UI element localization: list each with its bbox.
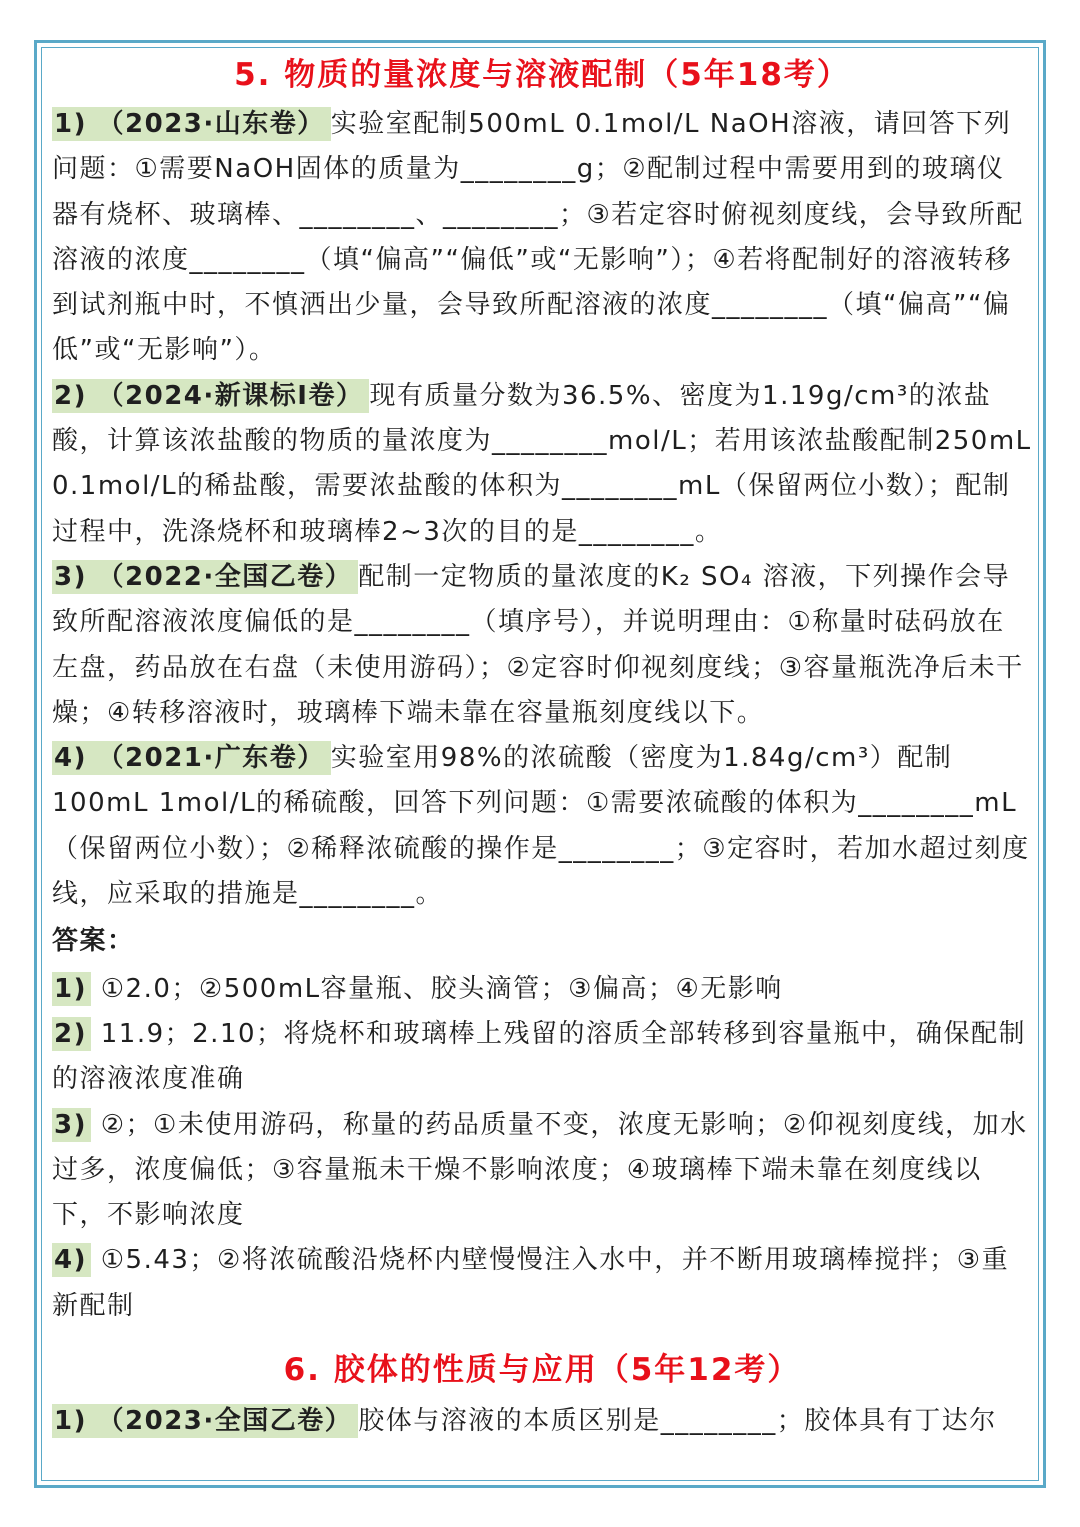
answer-number: 2) [52,1017,91,1051]
question-6-1 [52,1399,1032,1444]
question-5-4 [52,736,1032,917]
answer-text: ①5.43；②将浓硫酸沿烧杯内壁慢慢注入水中，并不断用玻璃棒搅拌；③重新配制 [52,1245,1010,1321]
question-text: 现有质量分数为36.5%、密度为1.19g/cm³的浓盐酸，计算该浓盐酸的物质的量浓度为________mol/L；若用该浓盐酸配制250mL 0.1mol/L的稀盐酸，需要浓盐酸的体积为________mL（保留两位小数）；配制过程中，洗涤烧杯和玻璃棒2~3次的目的是________。 [52,380,1032,547]
answer-text: ②；①未使用游码，称量的药品质量不变，浓度无影响；②仰视刻度线，加水过多，浓度偏低；③容量瓶未干燥不影响浓度；④玻璃棒下端未靠在刻度线以下，不影响浓度 [52,1109,1028,1231]
answer-2 [52,1012,1032,1103]
answer-3 [52,1103,1032,1239]
question-tag: 4) （2021·广东卷） [52,741,331,775]
question-5-3 [52,555,1032,736]
answer-4 [52,1238,1032,1329]
answer-title: 答案： [52,926,135,957]
answer-text: 11.9；2.10；将烧杯和玻璃棒上残留的溶质全部转移到容量瓶中，确保配制的溶液浓度准确 [52,1018,1027,1095]
question-5-2 [52,374,1032,555]
answer-text: ①2.0；②500mL容量瓶、胶头滴管；③偏高；④无影响 [90,973,783,1004]
question-tag: 3) （2022·全国乙卷） [52,560,358,594]
question-5-1 [52,102,1032,374]
question-text: 配制一定物质的量浓度的K₂ SO₄ 溶液，下列操作会导致所配溶液浓度偏低的是________（填序号），并说明理由：①称量时砝码放在左盘，药品放在右盘（未使用游码）；②定容时仰视刻度线；③容量瓶洗净后未干燥；④转移溶液时，玻璃棒下端未靠在容量瓶刻度线以下。 [52,561,1024,728]
question-text: 实验室用98%的浓硫酸（密度为1.84g/cm³）配制100mL 1mol/L的稀硫酸，回答下列问题：①需要浓硫酸的体积为________mL（保留两位小数）；②稀释浓硫酸的操作是________；③定容时，若加水超过刻度线，应采取的措施是________。 [52,743,1030,910]
answer-number: 3) [52,1108,91,1142]
question-text: 胶体与溶液的本质区别是________；胶体具有丁达尔 [358,1406,997,1437]
answer-1 [52,967,1032,1012]
question-tag: 1) （2023·山东卷） [52,107,331,141]
document-body [52,50,1032,1444]
question-text: 实验室配制500mL 0.1mol/L NaOH溶液，请回答下列问题：①需要NaOH固体的质量为________g；②配制过程中需要用到的玻璃仪器有烧杯、玻璃棒、________、________；③若定容时俯视刻度线，会导致所配溶液的浓度________（填“偏高”“偏低”或“无影响”）；④若将配制好的溶液转移到试剂瓶中时，不慎洒出少量，会导致所配溶液的浓度________（填“偏高”“偏低”或“无影响”）。 [52,109,1024,366]
question-tag: 2) （2024·新课标Ⅰ卷） [52,379,369,413]
section-6-heading: 6. 胶体的性质与应用（5年12考） [283,1352,801,1389]
answer-number: 4) [52,1243,91,1277]
question-tag: 1) （2023·全国乙卷） [52,1404,358,1438]
section-5-heading: 5. 物质的量浓度与溶液配制（5年18考） [234,57,850,93]
answer-number: 1) [52,972,91,1006]
